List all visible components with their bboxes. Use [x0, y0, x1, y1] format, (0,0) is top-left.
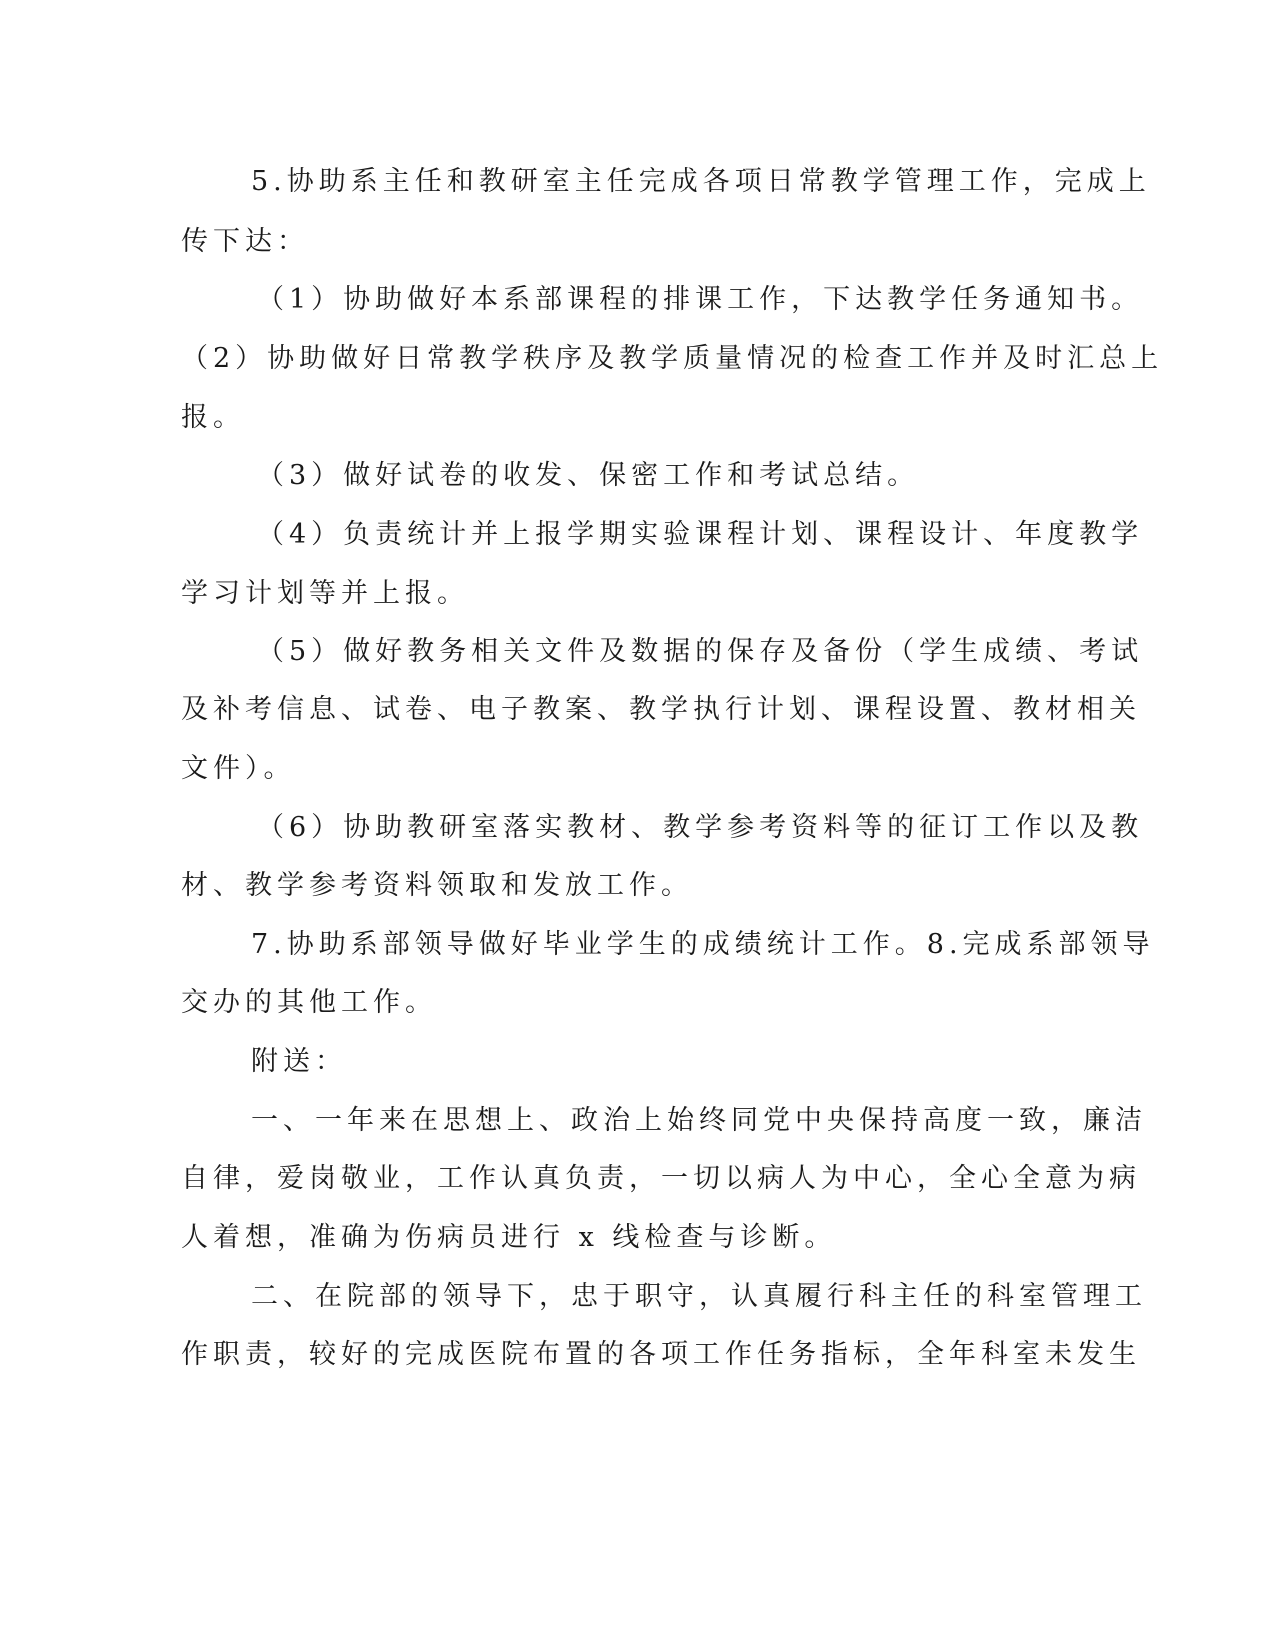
text-line-16: 附送：: [251, 1046, 347, 1077]
text-line-9: （5）做好教务相关文件及数据的保存及备份（学生成绩、考试: [257, 636, 1144, 667]
text-line-13: 材、教学参考资料领取和发放工作。: [181, 870, 693, 901]
text-line-3: （1）协助做好本系部课程的排课工作，下达教学任务通知书。: [257, 284, 1144, 315]
text-line-4: （2）协助做好日常教学秩序及教学质量情况的检查工作并及时汇总上: [181, 343, 1164, 374]
text-line-8: 学习计划等并上报。: [181, 578, 469, 609]
text-line-11: 文件）。: [181, 753, 296, 784]
text-line-10: 及补考信息、试卷、电子教案、教学执行计划、课程设置、教材相关: [181, 694, 1141, 725]
text-line-14: 7.协助系部领导做好毕业学生的成绩统计工作。8.完成系部领导: [251, 929, 1155, 960]
text-line-19: 人着想，准确为伤病员进行 x 线检查与诊断。: [181, 1222, 837, 1253]
text-line-18: 自律，爱岗敬业，工作认真负责，一切以病人为中心，全心全意为病: [181, 1163, 1141, 1194]
text-line-6: （3）做好试卷的收发、保密工作和考试总结。: [257, 460, 920, 491]
text-line-2: 传下达：: [181, 226, 309, 257]
text-line-21: 作职责，较好的完成医院布置的各项工作任务指标，全年科室未发生: [181, 1339, 1141, 1370]
text-line-17: 一、一年来在思想上、政治上始终同党中央保持高度一致，廉洁: [251, 1105, 1147, 1136]
text-line-1: 5.协助系主任和教研室主任完成各项日常教学管理工作，完成上: [251, 166, 1151, 197]
text-line-15: 交办的其他工作。: [181, 987, 437, 1018]
text-line-20: 二、在院部的领导下，忠于职守，认真履行科主任的科室管理工: [251, 1281, 1147, 1312]
text-line-5: 报。: [181, 402, 245, 433]
text-line-12: （6）协助教研室落实教材、教学参考资料等的征订工作以及教: [257, 812, 1144, 843]
text-line-7: （4）负责统计并上报学期实验课程计划、课程设计、年度教学: [257, 519, 1144, 550]
